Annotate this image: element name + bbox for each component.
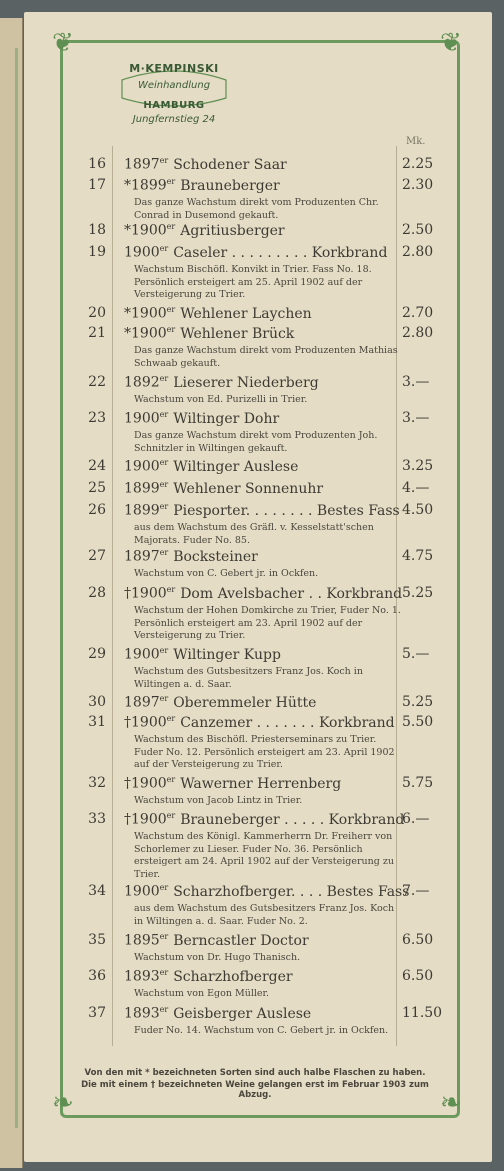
wine-description: Wachstum des Bischöfl. Priesterseminars zu Trier. Fuder No. 12. Persönlich ersteigert am 23. April 1902 auf der Versteigerung zu Trier.: [134, 734, 395, 770]
wine-price: 3.25: [402, 458, 434, 474]
wine-description: Das ganze Wachstum direkt vom Produzenten Chr. Conrad in Dusemond gekauft.: [134, 197, 379, 221]
wine-name: Wawerner Herrenberg: [180, 775, 342, 792]
wine-price: 5.75: [402, 775, 434, 791]
wine-name: Wiltinger Dohr: [173, 410, 280, 427]
vintage-year: †1900: [124, 714, 167, 731]
vintage-suffix: er: [159, 156, 169, 165]
vintage-suffix: er: [159, 480, 169, 489]
entry-number: 19: [88, 244, 106, 260]
vintage-suffix: er: [159, 548, 169, 557]
wine-price: 2.70: [402, 305, 434, 321]
vintage-suffix: er: [166, 222, 176, 231]
entry-number: 35: [88, 932, 106, 948]
vintage-suffix: er: [159, 458, 169, 467]
leaf-ornament-icon: ❦: [52, 28, 74, 58]
vintage-year: *1900: [124, 222, 167, 239]
entry-number: 36: [88, 968, 106, 984]
vintage-year: *1900: [124, 325, 167, 342]
vintage-suffix: er: [159, 410, 169, 419]
wine-description: Das ganze Wachstum direkt vom Produzenten Joh. Schnitzler in Wiltingen gekauft.: [134, 430, 378, 454]
wine-price: 7.—: [402, 883, 430, 899]
entry-number: 20: [88, 305, 106, 321]
vintage-suffix: er: [166, 325, 176, 334]
vintage-suffix: er: [159, 502, 169, 511]
wine-name: Scharzhofberger: [173, 968, 293, 985]
currency-header: Mk.: [406, 136, 426, 147]
entry-number: 23: [88, 410, 106, 426]
wine-name: Berncastler Doctor: [173, 932, 309, 949]
wine-name: Agritiusberger: [180, 222, 285, 239]
wine-price: 5.25: [402, 585, 434, 601]
wine-price: 3.—: [402, 374, 430, 390]
wine-name: Scharzhofberger. . . . Bestes Fass: [173, 883, 410, 900]
vintage-year: 1899: [124, 480, 160, 497]
entry-number: 18: [88, 222, 106, 238]
footnote-delivery: Die mit einem † bezeichneten Weine gelangen erst im Februar 1903 zum Abzug.: [81, 1080, 429, 1100]
vintage-suffix: er: [159, 374, 169, 383]
wine-name: Piesporter. . . . . . . . Bestes Fass: [173, 502, 400, 519]
vintage-year: 1895: [124, 932, 160, 949]
vintage-year: †1900: [124, 811, 167, 828]
wine-name: Wehlener Laychen: [180, 305, 312, 322]
vintage-year: 1897: [124, 548, 160, 565]
wine-name: Oberemmeler Hütte: [173, 694, 317, 711]
wine-price: 5.25: [402, 694, 434, 710]
entry-number: 22: [88, 374, 106, 390]
vintage-suffix: er: [159, 883, 169, 892]
leaf-ornament-icon: ❦: [440, 28, 462, 58]
wine-description: Wachstum von Ed. Purizelli in Trier.: [134, 394, 308, 405]
wine-description: aus dem Wachstum des Gräfl. v. Kesselstatt'schen Majorats. Fuder No. 85.: [134, 522, 374, 546]
wine-price: 6.50: [402, 968, 434, 984]
vintage-suffix: er: [159, 932, 169, 941]
wine-name: Lieserer Niederberg: [173, 374, 319, 391]
wine-price: 2.80: [402, 244, 434, 260]
wine-name: Wiltinger Kupp: [173, 646, 281, 663]
wine-price: 2.30: [402, 177, 434, 193]
column-rule: [112, 146, 113, 1046]
entry-number: 24: [88, 458, 106, 474]
wine-price: 5.50: [402, 714, 434, 730]
vintage-year: 1893: [124, 1005, 160, 1022]
vintage-suffix: er: [159, 1005, 169, 1014]
vintage-suffix: er: [166, 775, 176, 784]
wine-description: Wachstum von Dr. Hugo Thanisch.: [134, 952, 301, 963]
wine-name: Canzemer . . . . . . . Korkbrand: [180, 714, 395, 731]
wine-description: Wachstum des Königl. Kammerherrn Dr. Freiherr von Schorlemer zu Lieser. Fuder No. 36. Persönlich ersteigert am 24. April 1902 auf der Versteigerung zu Trier.: [134, 831, 394, 880]
vintage-year: 1900: [124, 410, 160, 427]
wine-description: Fuder No. 14. Wachstum von C. Gebert jr. in Ockfen.: [134, 1025, 389, 1036]
entry-number: 25: [88, 480, 106, 496]
wine-price: 4.75: [402, 548, 434, 564]
vintage-year: 1897: [124, 156, 160, 173]
entry-number: 28: [88, 585, 106, 601]
wine-price: 4.50: [402, 502, 434, 518]
vintage-suffix: er: [166, 811, 176, 820]
footnote-half-bottles: Von den mit * bezeichneten Sorten sind auch halbe Flaschen zu haben.: [84, 1068, 426, 1078]
wine-description: Wachstum von Egon Müller.: [134, 988, 270, 999]
entry-number: 30: [88, 694, 106, 710]
wine-description: Wachstum von C. Gebert jr. in Ockfen.: [134, 568, 319, 579]
vine-ornament: [15, 48, 18, 1128]
wine-price: 4.—: [402, 480, 430, 496]
vintage-year: 1900: [124, 883, 160, 900]
entry-number: 31: [88, 714, 106, 730]
wine-price: 2.80: [402, 325, 434, 341]
wine-description: Wachstum von Jacob Lintz in Trier.: [134, 795, 303, 806]
wine-name: Schodener Saar: [173, 156, 287, 173]
firm-logo: [104, 58, 244, 130]
firm-trade: Weinhandlung: [137, 80, 211, 91]
vintage-suffix: er: [159, 968, 169, 977]
entry-number: 27: [88, 548, 106, 564]
vintage-year: †1900: [124, 585, 167, 602]
wine-name: Geisberger Auslese: [173, 1005, 312, 1022]
leaf-ornament-icon: ❧: [440, 1088, 462, 1118]
wine-name: Wehlener Brück: [180, 325, 295, 342]
vintage-year: *1900: [124, 305, 167, 322]
wine-price: 6.50: [402, 932, 434, 948]
firm-city: HAMBURG: [143, 100, 205, 111]
wine-description: Das ganze Wachstum direkt vom Produzenten Mathias Schwaab gekauft.: [134, 345, 398, 369]
vintage-suffix: er: [159, 646, 169, 655]
vintage-suffix: er: [166, 177, 176, 186]
wine-price: 6.—: [402, 811, 430, 827]
vintage-suffix: er: [166, 305, 176, 314]
entry-number: 32: [88, 775, 106, 791]
vintage-suffix: er: [159, 244, 169, 253]
leaf-ornament-icon: ❧: [52, 1088, 74, 1118]
wine-name: Caseler . . . . . . . . . Korkbrand: [173, 244, 388, 261]
wine-price: 3.—: [402, 410, 430, 426]
vintage-suffix: er: [159, 694, 169, 703]
vintage-year: *1899: [124, 177, 167, 194]
wine-name: Wehlener Sonnenuhr: [173, 480, 324, 497]
entry-number: 21: [88, 325, 106, 341]
wine-name: Wiltinger Auslese: [173, 458, 299, 475]
entry-number: 34: [88, 883, 106, 899]
vintage-year: 1899: [124, 502, 160, 519]
entry-number: 29: [88, 646, 106, 662]
wine-price: 2.50: [402, 222, 434, 238]
vintage-year: 1900: [124, 244, 160, 261]
vintage-year: 1897: [124, 694, 160, 711]
vintage-year: 1900: [124, 458, 160, 475]
wine-name: Brauneberger: [180, 177, 280, 194]
firm-name: M·KEMPINSKI: [129, 62, 219, 75]
vintage-year: †1900: [124, 775, 167, 792]
wine-name: Bocksteiner: [173, 548, 258, 565]
wine-price: 11.50: [402, 1005, 443, 1021]
wine-description: aus dem Wachstum des Gutsbesitzers Franz Jos. Koch in Wiltingen a. d. Saar. Fuder No. 2.: [134, 903, 395, 927]
wine-price: 5.—: [402, 646, 430, 662]
vintage-year: 1893: [124, 968, 160, 985]
wine-description: Wachstum Bischöfl. Konvikt in Trier. Fass No. 18. Persönlich ersteigert am 25. April 1902 auf der Versteigerung zu Trier.: [134, 264, 372, 300]
entry-number: 37: [88, 1005, 106, 1021]
entry-number: 26: [88, 502, 106, 518]
wine-price: 2.25: [402, 156, 434, 172]
vintage-suffix: er: [166, 585, 176, 594]
entry-number: 17: [88, 177, 106, 193]
previous-page-edge: [0, 18, 23, 1168]
wine-name: Dom Avelsbacher . . Korkbrand: [180, 585, 403, 602]
wine-description: Wachstum der Hohen Domkirche zu Trier, Fuder No. 1. Persönlich ersteigert am 23. April 1902 auf der Versteigerung zu Trier.: [134, 605, 401, 641]
vintage-year: 1892: [124, 374, 160, 391]
wine-name: Brauneberger . . . . . Korkbrand: [180, 811, 405, 828]
firm-address: Jungfernstieg 24: [132, 114, 216, 125]
entry-number: 33: [88, 811, 106, 827]
vintage-suffix: er: [166, 714, 176, 723]
vintage-year: 1900: [124, 646, 160, 663]
wine-description: Wachstum des Gutsbesitzers Franz Jos. Koch in Wiltingen a. d. Saar.: [134, 666, 363, 690]
entry-number: 16: [88, 156, 106, 172]
